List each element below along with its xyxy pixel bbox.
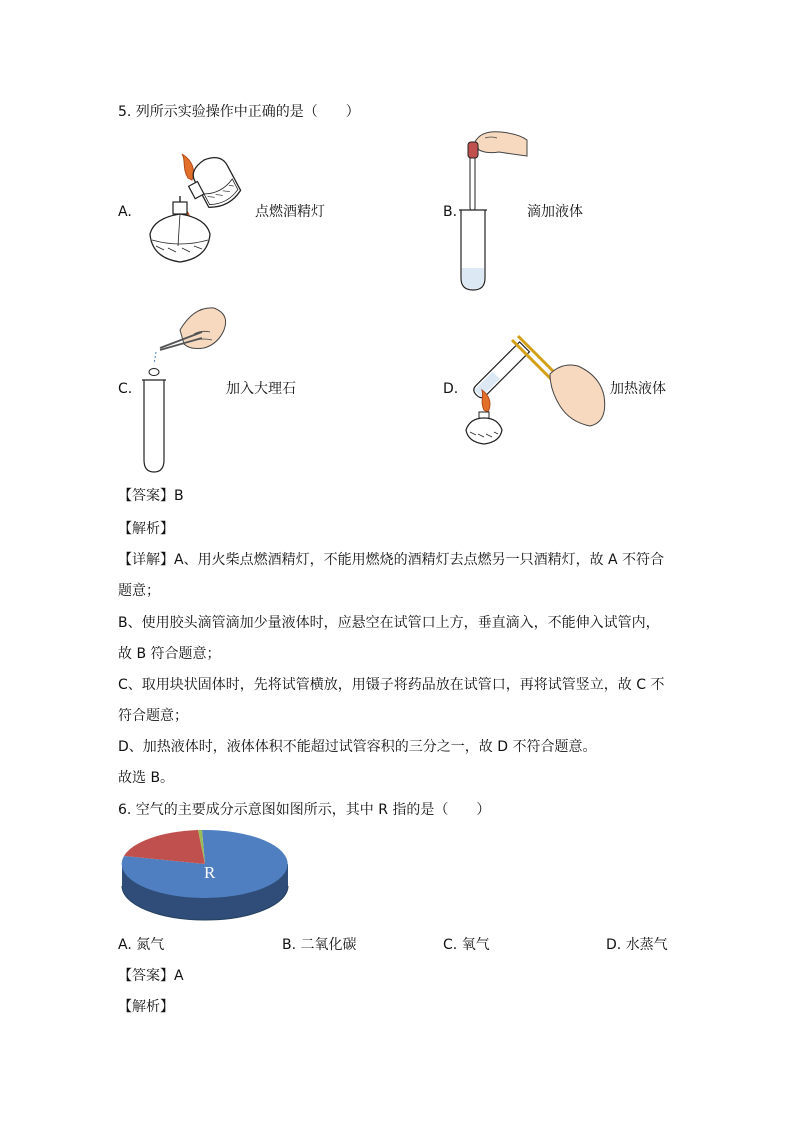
q5-analysis-line: 故 B 符合题意； (118, 646, 221, 662)
q6-answer: 【答案】A (118, 968, 184, 984)
q5-option-a-letter: A. (118, 204, 132, 220)
q5-analysis-line: 题意； (118, 583, 160, 599)
q5-analysis-line: 故选 B。 (118, 770, 175, 786)
q5-option-b-letter: B. (443, 204, 458, 220)
q6-question: 6. 空气的主要成分示意图如图所示，其中 R 指的是（ ） (118, 802, 491, 818)
pie-slice-label-r: R (204, 863, 216, 882)
q5-option-c-caption: 加入大理石 (226, 381, 296, 397)
q5-analysis-line: B、使用胶头滴管滴加少量液体时，应悬空在试管口上方，垂直滴入，不能伸入试管内， (118, 615, 660, 631)
heating-liquid-illustration (462, 326, 612, 446)
q5-option-d-letter: D. (443, 381, 459, 397)
alcohol-lamp-lighting-illustration (140, 150, 255, 268)
q5-answer: 【答案】B (118, 488, 184, 504)
tweezers-marble-test-tube-illustration (140, 300, 230, 476)
q6-option-d: D. 水蒸气 (606, 937, 668, 953)
q5-analysis-heading: 【解析】 (118, 521, 174, 537)
q5-option-b-caption: 滴加液体 (527, 204, 583, 220)
q6-option-a: A. 氮气 (118, 937, 165, 953)
q5-analysis-line: 【详解】A、用火柴点燃酒精灯，不能用燃烧的酒精灯去点燃另一只酒精灯，故 A 不符合 (118, 552, 665, 568)
q5-option-d-caption: 加热液体 (610, 381, 666, 397)
q5-option-a-caption: 点燃酒精灯 (255, 204, 325, 220)
q5-option-c-letter: C. (118, 381, 133, 397)
q6-analysis-heading: 【解析】 (118, 999, 174, 1015)
q5-analysis-line: 符合题意； (118, 708, 188, 724)
q5-analysis-line: C、取用块状固体时，先将试管横放，用镊子将药品放在试管口，再将试管竖立，故 C 不 (118, 677, 665, 693)
q5-question: 5. 列所示实验操作中正确的是（ ） (118, 104, 360, 120)
q6-option-b: B. 二氧化碳 (282, 937, 357, 953)
q5-analysis-line: D、加热液体时，液体体积不能超过试管容积的三分之一，故 D 不符合题意。 (118, 739, 597, 755)
air-composition-pie-chart (120, 826, 290, 926)
q6-option-c: C. 氧气 (443, 937, 490, 953)
dropper-test-tube-illustration (455, 128, 535, 294)
